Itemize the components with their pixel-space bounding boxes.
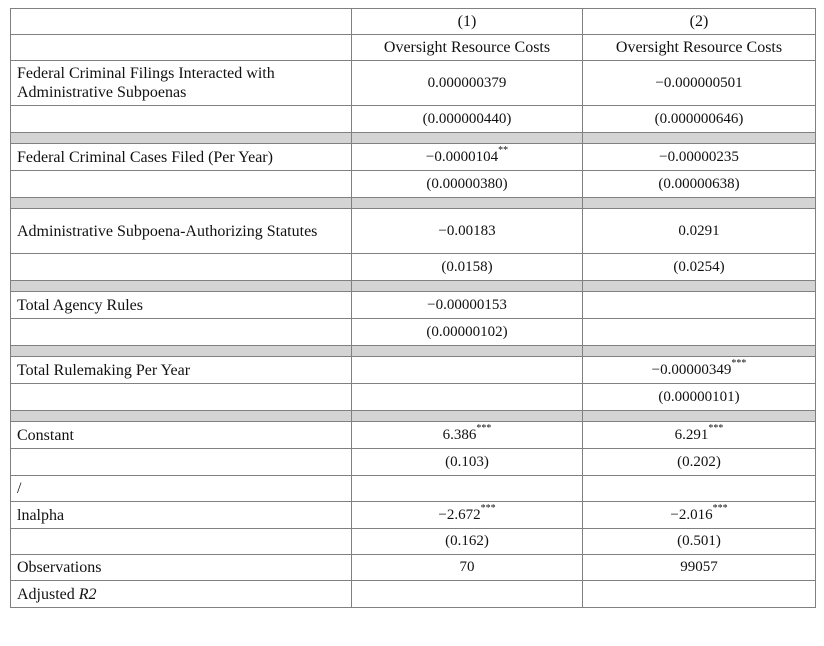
variable-label: lnalpha — [11, 502, 352, 529]
se-row — [11, 171, 816, 198]
coef-cell-1 — [352, 357, 583, 384]
se-cell-1: (0.000000440) — [352, 106, 583, 133]
coef-cell-2: −0.00000349*** — [583, 357, 816, 384]
coef-cell-1: −0.00183 — [352, 209, 583, 254]
se-cell-2: (0.00000638) — [583, 171, 816, 198]
coef-row — [11, 292, 816, 319]
header-blank — [11, 9, 352, 35]
col1-number: (1) — [352, 9, 583, 35]
variable-label: Federal Criminal Cases Filed (Per Year) — [11, 144, 352, 171]
se-label-blank — [11, 319, 352, 346]
observations-col2: 99057 — [583, 555, 816, 581]
coef-row — [11, 209, 816, 254]
coef-row — [11, 357, 816, 384]
coef-cell-2: −2.016*** — [583, 502, 816, 529]
variable-label: Total Agency Rules — [11, 292, 352, 319]
se-cell-2: (0.0254) — [583, 254, 816, 281]
se-cell-2: (0.202) — [583, 449, 816, 476]
coef-cell-1: 6.386*** — [352, 422, 583, 449]
se-label-blank — [11, 106, 352, 133]
se-row — [11, 529, 816, 555]
se-row — [11, 449, 816, 476]
se-row — [11, 254, 816, 281]
coef-cell-2 — [583, 292, 816, 319]
se-label-blank — [11, 254, 352, 281]
slash-label: / — [11, 476, 352, 502]
se-label-blank — [11, 449, 352, 476]
se-cell-2: (0.000000646) — [583, 106, 816, 133]
observations-col1: 70 — [352, 555, 583, 581]
adjusted-r2-col1 — [352, 581, 583, 608]
col2-dependent-variable: Oversight Resource Costs — [583, 35, 816, 61]
observations-label: Observations — [11, 555, 352, 581]
coef-cell-1: −2.672*** — [352, 502, 583, 529]
separator-row — [11, 346, 816, 357]
variable-label: Federal Criminal Filings Interacted with Administrative Subpoenas — [11, 61, 352, 106]
variable-label: Administrative Subpoena-Authorizing Statutes — [11, 209, 352, 254]
se-cell-1: (0.162) — [352, 529, 583, 555]
regression-table — [10, 8, 816, 608]
coef-cell-1: −0.0000104** — [352, 144, 583, 171]
adjusted-r2-label: Adjusted R2 — [11, 581, 352, 608]
coef-cell-1: 0.000000379 — [352, 61, 583, 106]
slash-row — [11, 476, 816, 502]
blank-cell — [583, 476, 816, 502]
se-cell-1: (0.103) — [352, 449, 583, 476]
separator-row — [11, 198, 816, 209]
header-row-numbers — [11, 9, 816, 35]
separator-row — [11, 133, 816, 144]
se-cell-1 — [352, 384, 583, 411]
coef-row — [11, 144, 816, 171]
se-label-blank — [11, 384, 352, 411]
coef-cell-2: −0.000000501 — [583, 61, 816, 106]
variable-label: Constant — [11, 422, 352, 449]
header-blank — [11, 35, 352, 61]
coef-row — [11, 61, 816, 106]
header-row-depvar — [11, 35, 816, 61]
separator-row — [11, 411, 816, 422]
se-cell-1: (0.0158) — [352, 254, 583, 281]
se-row — [11, 319, 816, 346]
se-label-blank — [11, 529, 352, 555]
coef-cell-2: 0.0291 — [583, 209, 816, 254]
se-row — [11, 384, 816, 411]
col1-dependent-variable: Oversight Resource Costs — [352, 35, 583, 61]
col2-number: (2) — [583, 9, 816, 35]
adjusted-r2-col2 — [583, 581, 816, 608]
se-cell-2 — [583, 319, 816, 346]
coef-row — [11, 422, 816, 449]
se-cell-2: (0.501) — [583, 529, 816, 555]
se-cell-2: (0.00000101) — [583, 384, 816, 411]
se-row — [11, 106, 816, 133]
separator-row — [11, 281, 816, 292]
lnalpha-row — [11, 502, 816, 529]
coef-cell-2: 6.291*** — [583, 422, 816, 449]
observations-row — [11, 555, 816, 581]
blank-cell — [352, 476, 583, 502]
coef-cell-1: −0.00000153 — [352, 292, 583, 319]
se-cell-1: (0.00000380) — [352, 171, 583, 198]
variable-label: Total Rulemaking Per Year — [11, 357, 352, 384]
se-label-blank — [11, 171, 352, 198]
coef-cell-2: −0.00000235 — [583, 144, 816, 171]
adjusted-r2-row — [11, 581, 816, 608]
se-cell-1: (0.00000102) — [352, 319, 583, 346]
